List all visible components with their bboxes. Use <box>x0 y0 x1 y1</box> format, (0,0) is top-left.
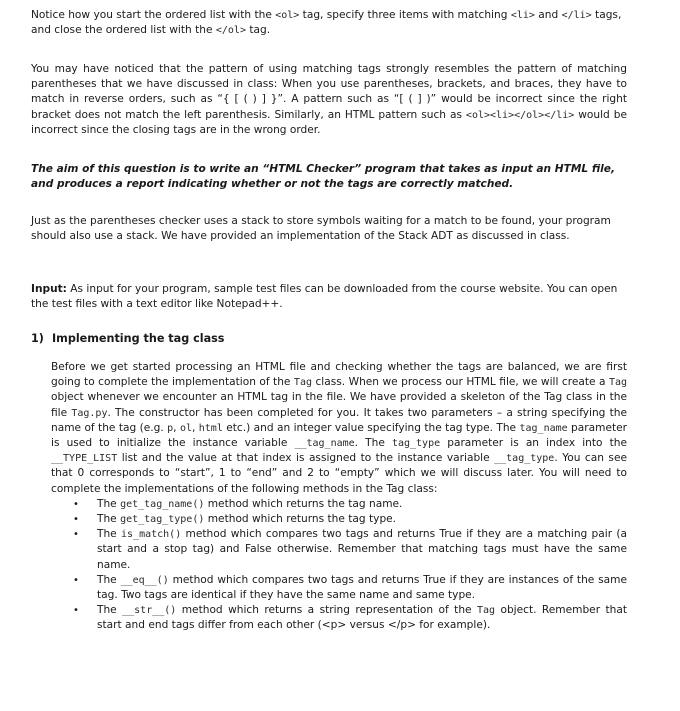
text: You may have noticed that the pattern of using matching tags strongly resembles the pattern of matching parentheses that we have discussed in class: When you use parentheses, brackets, and braces, they have to match in reverse orders, such as “{ [ ( ) ] }”. A pattern such as “[ ( ] )” would be incorrect since the right bracket does not match the left parenthesis. Similarly, an HTML pattern such as <box>31 63 627 121</box>
text: The <box>97 573 121 586</box>
list-item <box>51 512 627 527</box>
list-item <box>51 497 627 512</box>
methods-list <box>51 497 627 634</box>
text: The <box>97 604 123 617</box>
code-ol: ol <box>179 422 192 434</box>
code-ol: <ol> <box>275 10 300 21</box>
text: The <box>97 528 122 541</box>
text: parameter is used to initialize the instance variable <box>51 421 627 450</box>
text: object. Remember that start and end tags differ from each other (<p> versus </p> for example). <box>97 604 627 632</box>
bullet: • <box>73 605 79 617</box>
code-html: html <box>198 422 223 434</box>
code-li: <li> <box>510 10 535 21</box>
code-tag: Tag <box>608 377 627 389</box>
section-body <box>51 360 627 634</box>
text: would be incorrect since the closing tags are in the wrong order. <box>31 108 627 136</box>
code-li-close: </li> <box>561 10 592 21</box>
intro-paragraph-matching-pattern <box>31 62 627 138</box>
task-aim-statement: The aim of this question is to write an “HTML Checker” program that takes as input an HTML file, and produces a report indicating whether or not the tags are correctly matched. <box>31 163 616 191</box>
bullet: • <box>73 514 79 526</box>
code-tag-type: tag_type <box>391 438 441 450</box>
section-title: Implementing the tag class <box>52 332 225 345</box>
text: The <box>97 513 121 526</box>
text: . You can see that 0 corresponds to “start”, 1 to “end” and 2 to “empty” which we will discuss later. You will need to complete the implementations of the following methods in the Tag class: <box>51 452 627 495</box>
text: method which returns the tag type. <box>204 513 397 526</box>
bullet: • <box>73 529 79 541</box>
code-ol-close: </ol> <box>215 25 246 37</box>
bullet: • <box>73 574 79 586</box>
section-heading <box>31 331 224 346</box>
text: . The <box>354 437 392 450</box>
text: The <box>97 497 121 510</box>
text: parameter is an index into the <box>440 437 627 450</box>
code-tag: Tag <box>476 605 496 617</box>
text: tag. <box>245 24 271 37</box>
code-p: p <box>167 422 174 434</box>
text: method which compares two tags and returns True if they are instances of the same tag. Two tags are identical if they have the same name and same type. <box>97 573 628 602</box>
text: and <box>534 9 562 21</box>
code-private-tag-name: __tag_name <box>294 438 355 450</box>
code-tag-name: tag_name <box>519 422 568 434</box>
text: etc.) and an integer value specifying the tag type. The <box>222 421 520 434</box>
code-tag: Tag <box>293 377 312 389</box>
text: method which compares two tags and returns True if they are a matching pair (a start and a stop tag) and False otherwise. Remember that matching tags must have the same name. <box>97 528 628 571</box>
list-item <box>51 527 627 573</box>
text: method which returns the tag name. <box>204 497 403 510</box>
code-tag-py: Tag.py <box>71 407 108 419</box>
text: class. When we process our HTML file, we will create a <box>311 376 609 389</box>
input-label: Input: <box>31 283 67 295</box>
section-number: 1) <box>31 332 44 345</box>
intro-paragraph-ol-tags <box>31 8 627 38</box>
code-type-list: __TYPE_LIST <box>51 453 118 465</box>
list-item <box>51 573 627 603</box>
text: tag, specify three items with matching <box>299 9 511 21</box>
code-method: is_match() <box>121 529 182 541</box>
code-private-tag-type: __tag_type <box>494 453 555 465</box>
text: object whenever we encounter an HTML tag in the file. We have provided a skeleton of the Tag class in the file <box>51 391 627 419</box>
bullet: • <box>73 498 79 510</box>
text: method which returns a string representation of the <box>176 604 477 617</box>
code-example-pattern: <ol><li></ol></li> <box>465 109 575 121</box>
text: As input for your program, sample test files can be downloaded from the course website. You can open the test files with a text editor like Notepad++. <box>31 283 618 311</box>
stack-paragraph: Just as the parentheses checker uses a stack to store symbols waiting for a match to be found, your program should also use a stack. We have provided an implementation of the Stack ADT as discussed in class. <box>31 215 611 243</box>
list-item <box>51 603 627 633</box>
code-method: __eq__() <box>120 574 169 586</box>
text: , <box>191 421 199 434</box>
text: list and the value at that index is assigned to the instance variable <box>117 452 495 465</box>
code-method: get_tag_name() <box>120 498 205 510</box>
code-method: get_tag_type() <box>120 514 205 526</box>
text: Before we get started processing an HTML file and checking whether the tags are balanced, we are first going to complete the implementation of the <box>51 361 627 389</box>
input-paragraph <box>31 282 627 312</box>
code-method: __str__() <box>122 605 177 617</box>
text: tags, and close the ordered list with the <box>31 9 622 37</box>
text: . The constructor has been completed for you. It takes two parameters – a string specifying the name of the tag (e.g. <box>51 406 627 434</box>
text: , <box>173 421 180 434</box>
text: Notice how you start the ordered list with the <box>31 9 276 21</box>
